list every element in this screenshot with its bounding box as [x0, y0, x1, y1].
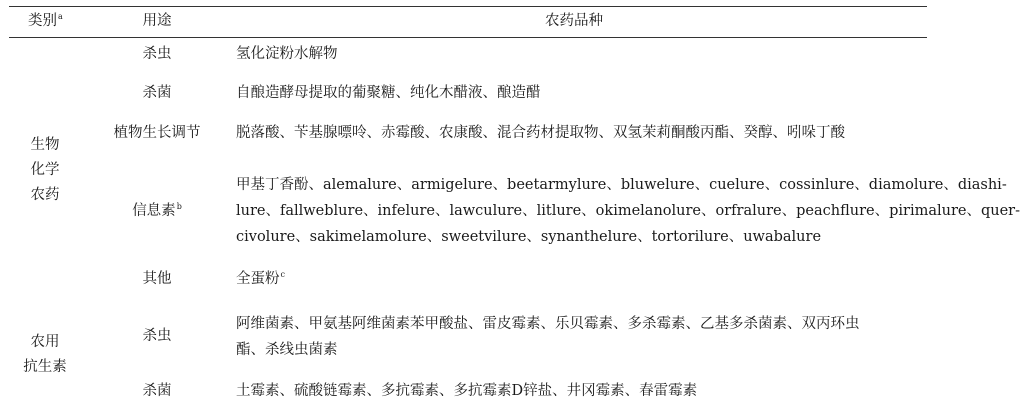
usage-cell: 其他 — [142, 271, 172, 287]
header-category-label: 类别 — [28, 13, 57, 29]
varieties-cell — [236, 270, 285, 288]
varieties-cell: 氢化淀粉水解物 — [236, 46, 338, 62]
varieties-cell: 土霉素、硫酸链霉素、多抗霉素、多抗霉素D锌盐、井冈霉素、春雷霉素 — [236, 383, 698, 399]
varieties-line: lure、fallweblure、infelure、lawculure、litlure、okimelanolure、orfralure、peachflure、pirimalure、quer- — [236, 203, 1020, 219]
group-name-line: 农用 — [30, 334, 60, 350]
varieties-line: 阿维菌素、甲氨基阿维菌素苯甲酸盐、雷皮霉素、乐贝霉素、多杀霉素、乙基多杀菌素、双丙环虫 — [236, 316, 860, 332]
varieties-line: civolure、sakimelamolure、sweetvilure、synanthelure、tortorilure、uwabalure — [236, 229, 822, 245]
header-varieties: 农药品种 — [545, 13, 603, 29]
usage-cell: 杀虫 — [142, 46, 172, 62]
usage-cell: 杀菌 — [142, 85, 172, 101]
varieties-cell: 自酿造酵母提取的葡聚糖、纯化木醋液、酿造醋 — [236, 85, 541, 101]
varieties-footnote: c — [280, 270, 285, 280]
group-name-line: 抗生素 — [23, 359, 67, 375]
usage-cell: 植物生长调节 — [113, 125, 201, 141]
usage-cell: 杀虫 — [142, 328, 172, 344]
usage-footnote: b — [176, 202, 182, 212]
header-category — [28, 12, 63, 30]
varieties-line: 酯、杀线虫菌素 — [236, 342, 338, 358]
header-usage: 用途 — [142, 13, 172, 29]
group-name-line: 农药 — [30, 187, 60, 203]
varieties-line: 甲基丁香酚、alemalure、armigelure、beetarmylure、bluwelure、cuelure、cossinlure、diamolure、diashi- — [236, 177, 1007, 193]
usage-cell: 杀菌 — [142, 383, 172, 399]
group-name-line: 生物 — [30, 137, 60, 153]
usage-label: 信息素 — [132, 203, 176, 219]
varieties-cell: 脱落酸、苄基腺嘌呤、赤霉酸、农康酸、混合药材提取物、双氢茉莉酮酸丙酯、癸醇、吲哚丁酸 — [236, 125, 845, 141]
usage-cell — [82, 202, 232, 220]
varieties-label: 全蛋粉 — [236, 271, 280, 287]
top-rule — [9, 6, 927, 7]
header-category-footnote: a — [58, 12, 63, 22]
header-rule — [9, 37, 927, 38]
group-name-line: 化学 — [30, 162, 60, 178]
